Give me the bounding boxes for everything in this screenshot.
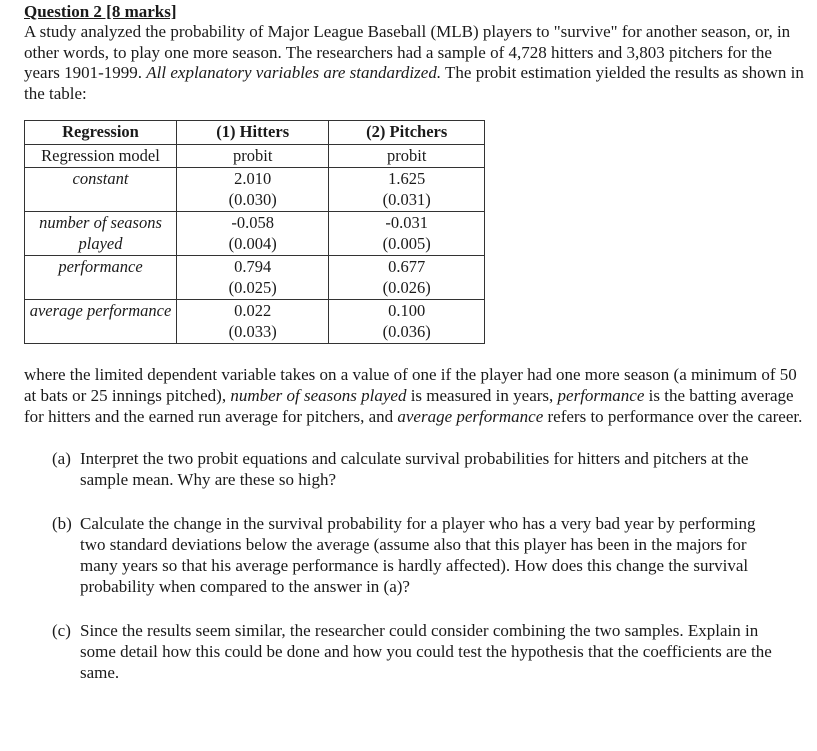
hitters-se: (0.025) — [228, 278, 277, 297]
part-letter: (c) — [52, 620, 71, 640]
table-row-label: number of seasons played — [25, 211, 177, 255]
table-row — [25, 255, 485, 299]
intro-italic-text: All explanatory variables are standardized. — [146, 63, 442, 82]
question-title: Question 2 [8 marks] — [24, 2, 177, 21]
question-parts — [52, 448, 804, 683]
table-cell-hitters — [176, 211, 328, 255]
intro-end-text: The probit estimation yielded the results as shown in the table: — [24, 63, 804, 103]
explanation-italic: performance — [557, 385, 645, 405]
hitters-se: (0.033) — [228, 322, 277, 341]
probit-results-table — [24, 120, 485, 344]
hitters-se: (0.030) — [228, 190, 277, 209]
table-cell-pitchers — [329, 299, 485, 343]
pitchers-se: (0.005) — [382, 234, 431, 253]
table-cell-hitters — [176, 299, 328, 343]
explanation-text: is measured in years, — [406, 385, 558, 405]
pitchers-coef: 1.625 — [388, 168, 426, 188]
pitchers-se: (0.036) — [382, 322, 431, 341]
pitchers-coef: -0.031 — [385, 212, 429, 232]
table-model-pitchers: probit — [329, 145, 485, 168]
explanation-text: refers to performance over the career. — [543, 406, 803, 426]
pitchers-coef: 0.100 — [388, 300, 426, 320]
table-row — [25, 299, 485, 343]
hitters-se: (0.004) — [228, 234, 277, 253]
table-cell-hitters — [176, 167, 328, 211]
part-text: Calculate the change in the survival probability for a player who has a very bad year by performing two standard deviations below the average (assume also that this player has been in the majors for many years so that his average performance is hardly affected). How does this change the survival probability when compared to the answer in (a)? — [80, 513, 756, 596]
table-cell-pitchers — [329, 167, 485, 211]
variable-explanation — [24, 364, 804, 427]
table-row — [25, 167, 485, 211]
table-model-row — [25, 145, 485, 168]
table-header-hitters: (1) Hitters — [176, 121, 328, 145]
explanation-italic: average performance — [397, 406, 544, 426]
question-part-b — [52, 513, 804, 597]
table-row-label: constant — [25, 167, 177, 211]
hitters-coef: 0.022 — [234, 300, 272, 320]
table-cell-hitters — [176, 255, 328, 299]
table-cell-pitchers — [329, 211, 485, 255]
part-letter: (b) — [52, 513, 72, 533]
part-text: Interpret the two probit equations and calculate survival probabilities for hitters and pitchers at the sample mean. Why are these so high? — [80, 448, 749, 489]
table-row-label: average performance — [25, 299, 177, 343]
question-part-c — [52, 620, 804, 683]
intro-text: A study analyzed the probability of Major League Baseball (MLB) players to "survive" for another season, or, in other words, to play one more season. The researchers had a sample of 4,728 hitters and 3,803 pitchers for the years 1901-1999. — [24, 22, 791, 82]
question-part-a — [52, 448, 804, 490]
hitters-coef: -0.058 — [231, 212, 275, 232]
hitters-coef: 2.010 — [234, 168, 272, 188]
table-model-label: Regression model — [25, 145, 177, 168]
table-header-row — [25, 121, 485, 145]
explanation-italic: number of seasons played — [230, 385, 407, 405]
table-row — [25, 211, 485, 255]
table-cell-pitchers — [329, 255, 485, 299]
table-model-hitters: probit — [176, 145, 328, 168]
part-text: Since the results seem similar, the researcher could consider combining the two samples. Explain in some detail how this could be done and how you could test the hypothesis that the coefficients are the same. — [80, 620, 772, 682]
pitchers-coef: 0.677 — [388, 256, 426, 276]
hitters-coef: 0.794 — [234, 256, 272, 276]
question-page — [24, 2, 804, 706]
table-header-regression: Regression — [25, 121, 177, 145]
part-letter: (a) — [52, 448, 71, 468]
pitchers-se: (0.031) — [382, 190, 431, 209]
table-header-pitchers: (2) Pitchers — [329, 121, 485, 145]
explanation-text: where the limited dependent variable takes on a value of one if the player had one more season (a minimum of 50 at bats or 25 innings pitched), — [24, 364, 797, 405]
question-intro — [24, 22, 804, 104]
pitchers-se: (0.026) — [382, 278, 431, 297]
explanation-text: is the batting average for hitters and the earned run average for pitchers, and — [24, 385, 794, 426]
table-row-label: performance — [25, 255, 177, 299]
